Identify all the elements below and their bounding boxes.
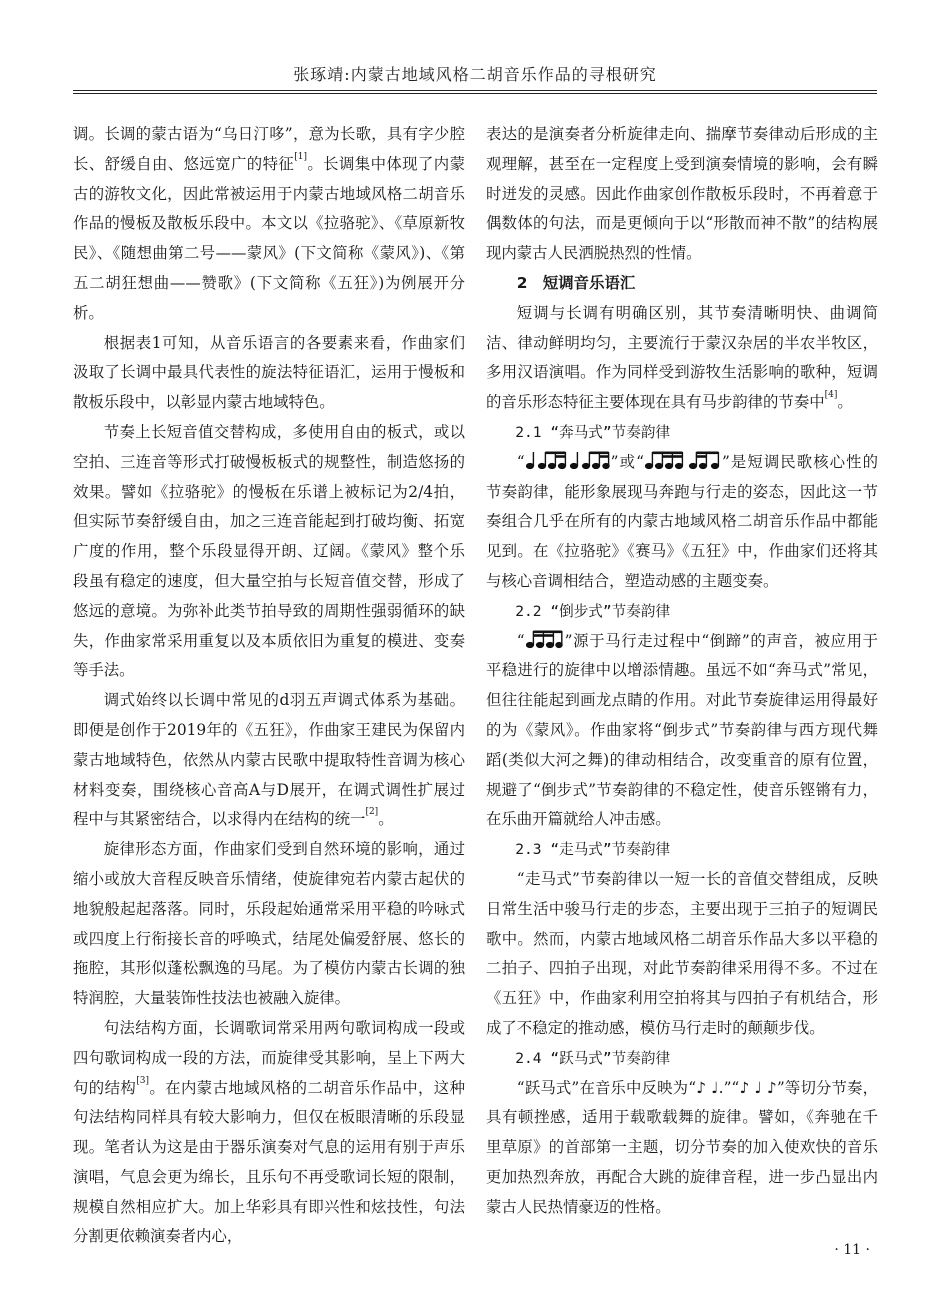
paragraph: 节奏上长短音值交替构成，多使用自由的板式，或以空拍、三连音等形式打破慢板板式的规整性，制造悠扬的效果。譬如《拉骆驼》的慢板在乐谱上被标记为2/4拍，但实际节奏舒缓自由，加之三连音能起到打破均衡、拓宽广度的作用，整个乐段显得开朗、辽阔。《蒙风》整个乐段虽有稳定的速度，但大量空拍与长短音值交替，形成了悠远的意境。为弥补此类节拍导致的周期性强弱循环的缺失，作曲家常采用重复以及本质依旧为重复的模进、变奏等手法。 xyxy=(73,422,465,680)
syncopation-notes: ♪ ♩. xyxy=(696,1078,724,1097)
subsection-heading: 2.2 “倒步式”节奏韵律 xyxy=(515,602,671,620)
paragraph: 句法结构方面，长调歌词常采用两句歌词构成一段或四句歌词构成一段的方法，而旋律受其影响，呈上下两大句的结构[3]。在内蒙古地域风格的二胡音乐作品中，这种句法结构同样具有较大影响力，但仅在板眼清晰的乐段显现。笔者认为这是由于器乐演奏对气息的运用有别于声乐演唱，气息会更为绵长，且乐句不再受歌词长短的限制，规模自然相应扩大。加上华彩具有即兴性和炫技性，句法分割更依赖演奏者内心， xyxy=(73,1018,465,1246)
paragraph: “走马式”节奏韵律以一短一长的音值交替组成，反映日常生活中骏马行走的步态，主要出现于三拍子的短调民歌中。然而，内蒙古地域风格二胡音乐作品大多以平稳的二拍子、四拍子出现，对此节奏韵律采用得不多。不过在《五狂》中，作曲家利用空拍将其与四拍子有机结合，形成了不稳定的推动感，模仿马行走时的颠颠步伐。 xyxy=(486,869,878,1037)
paragraph: 表达的是演奏者分析旋律走向、揣摩节奏律动后形成的主观理解，甚至在一定程度上受到演奏情境的影响，会有瞬时迸发的灵感。因此作曲家创作散板乐段时，不再着意于偶数体的句法，而是更倾向于以“形散而神不散”的结构展现内蒙古人民洒脱热烈的性情。 xyxy=(486,125,878,263)
citation[interactable]: [4] xyxy=(824,390,838,401)
subsection-heading: 2.1 “奔马式”节奏韵律 xyxy=(515,423,671,441)
paragraph: “ ”源于马行走过程中“倒蹄”的声音，被应用于平稳进行的旋律中以增添情趣。虽远不如“奔马式”常见，但往往能起到画龙点睛的作用。对此节奏旋律运用得最好的为《蒙风》。作曲家将“倒步式”节奏韵律与西方现代舞蹈(类似大河之舞)的律动相结合，改变重音的原有位置，规避了“倒步式”节奏韵律的不稳定性，使音乐铿锵有力，在乐曲开篇就给人冲击感。 xyxy=(486,627,878,836)
paragraph: “跃马式”在音乐中反映为“♪ ♩.”“♪ ♩ ♪”等切分节奏，具有顿挫感，适用于载歌载舞的旋律。譬如，《奔驰在千里草原》的首部第一主题，切分节奏的加入使欢快的音乐更加热烈奔放，再配合大跳的旋律音程，进一步凸显出内蒙古人民热情豪迈的性格。 xyxy=(486,1078,878,1216)
paragraph: 旋律形态方面，作曲家们受到自然环境的影响，通过缩小或放大音程反映音乐情绪，使旋律宛若内蒙古起伏的地貌般起起落落。同时，乐段起始通常采用平稳的吟咏式或四度上行衔接长音的呼唤式，结尾处偏爱舒展、悠长的拖腔，其形似蓬松飘逸的马尾。为了模仿内蒙古长调的独特润腔，大量装饰性技法也被融入旋律。 xyxy=(73,840,465,1008)
paragraph: “ ”或“ ”是短调民歌核心性的节奏韵律，能形象展现马奔跑与行走的姿态，因此这一节奏组合几乎在所有的内蒙古地域风格二胡音乐作品中都能见到。在《拉骆驼》《赛马》《五狂》中，作曲家们还将其与核心音调相结合，塑造动感的主题变奏。 xyxy=(486,448,878,597)
citation[interactable]: [1] xyxy=(294,151,307,162)
header-rule xyxy=(73,90,877,91)
paragraph: 根据表1可知，从音乐语言的各要素来看，作曲家们汲取了长调中最具代表性的旋法特征语汇，运用于慢板和散板乐段中，以彰显内蒙古地域特色。 xyxy=(73,333,465,412)
paragraph: 调。长调的蒙古语为“乌日汀哆”，意为长歌，具有字少腔长、舒缓自由、悠远宽广的特征[1]。长调集中体现了内蒙古的游牧文化，因此常被运用于内蒙古地域风格二胡音乐作品的慢板及散板乐段中。本文以《拉骆驼》、《草原新牧民》、《随想曲第二号——蒙风》(下文简称《蒙风》)、《第五二胡狂想曲——赞歌》(下文简称《五狂》)为例展开分析。 xyxy=(73,125,465,322)
paragraph: 调式始终以长调中常见的d羽五声调式体系为基础。即便是创作于2019年的《五狂》，作曲家王建民为保留内蒙古地域特色，依然从内蒙古民歌中提取特性音调为核心材料变奏，围绕核心音高A与D展开，在调式调性扩展过程中与其紧密结合，以求得内在结构的统一[2]。 xyxy=(73,691,465,829)
left-column xyxy=(73,120,465,1252)
gallop-rhythm-notation-icon xyxy=(526,450,610,470)
paragraph: 短调与长调有明确区别，其节奏清晰明快、曲调简洁、律动鲜明均匀，主要流行于蒙汉杂居的半农半牧区，多用汉语演唱。作为同样受到游牧生活影响的歌种，短调的音乐形态特征主要体现在具有马步韵律的节奏中[4]。 xyxy=(486,303,878,412)
header-rule xyxy=(73,93,877,94)
subsection-heading: 2.3 “走马式”节奏韵律 xyxy=(515,841,671,859)
syncopation-notes: ♪ ♩ ♪ xyxy=(739,1078,777,1097)
right-column xyxy=(486,120,878,1222)
running-head: 张琢靖:内蒙古地域风格二胡音乐作品的寻根研究 xyxy=(293,65,657,84)
citation[interactable]: [3] xyxy=(136,1075,149,1086)
citation[interactable]: [2] xyxy=(365,807,379,818)
gallop-rhythm-notation-alt-icon xyxy=(645,450,721,470)
subsection-heading: 2.4 “跃马式”节奏韵律 xyxy=(515,1049,671,1067)
page-number: · 11 · xyxy=(834,1242,870,1258)
reverse-step-rhythm-notation-icon xyxy=(526,629,564,649)
section-heading: 2 短调音乐语汇 xyxy=(516,273,636,292)
